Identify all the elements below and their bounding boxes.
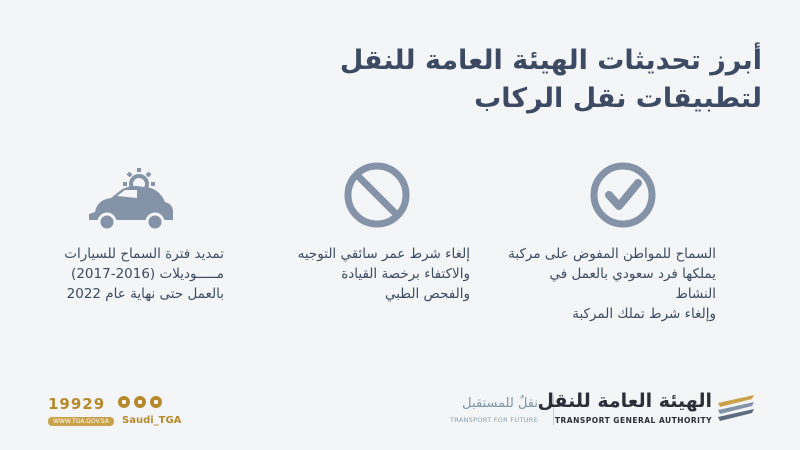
slogan-arabic: نقلٌ للمستقبل — [462, 396, 538, 411]
card-line: والفحص الطبي — [384, 286, 470, 302]
authority-name-english: TRANSPORT GENERAL AUTHORITY — [554, 416, 712, 425]
card-line: السماح للمواطن المفوض على مركبة — [508, 246, 716, 262]
card-line: تمديد فترة السماح للسيارات — [64, 246, 224, 262]
slogan-english: TRANSPORT FOR FUTURE — [449, 416, 538, 424]
check-circle-icon — [588, 160, 658, 230]
card-line: والاكتفاء برخصة القيادة — [341, 266, 470, 282]
update-card-driver-age — [262, 160, 492, 304]
phone-number: 19929 — [48, 395, 106, 413]
social-handle: Saudi_TGA — [122, 415, 182, 426]
card-line: مـــــوديلات (2016-2017) — [71, 266, 224, 282]
twitter-icon[interactable] — [118, 396, 130, 408]
title-line-1: أبرز تحديثات الهيئة العامة للنقل — [339, 45, 762, 76]
website-link[interactable]: WWW.TGA.GOV.SA — [48, 417, 114, 426]
youtube-icon[interactable] — [150, 396, 162, 408]
authority-logo — [436, 385, 776, 435]
social-icons — [118, 396, 162, 408]
card-text — [508, 244, 738, 324]
instagram-icon[interactable] — [134, 396, 146, 408]
page-title — [242, 42, 762, 118]
car-gear-icon — [81, 160, 181, 240]
tga-logo-icon — [716, 393, 756, 425]
card-line: بالعمل حتى نهاية عام 2022 — [66, 286, 224, 302]
prohibited-icon — [342, 160, 412, 230]
card-line: إلغاء شرط عمر سائقي التوجيه — [297, 246, 470, 262]
card-line: يملكها فرد سعودي بالعمل في النشاط — [549, 266, 716, 302]
update-card-owner-authorization — [508, 160, 738, 324]
update-card-vehicle-models — [16, 160, 246, 304]
card-text — [16, 244, 246, 304]
card-line: وإلغاء شرط تملك المركبة — [572, 306, 716, 322]
authority-name-arabic: الهيئة العامة للنقل — [537, 390, 712, 412]
title-line-2: لتطبيقات نقل الركاب — [474, 83, 762, 114]
card-text — [262, 244, 492, 304]
